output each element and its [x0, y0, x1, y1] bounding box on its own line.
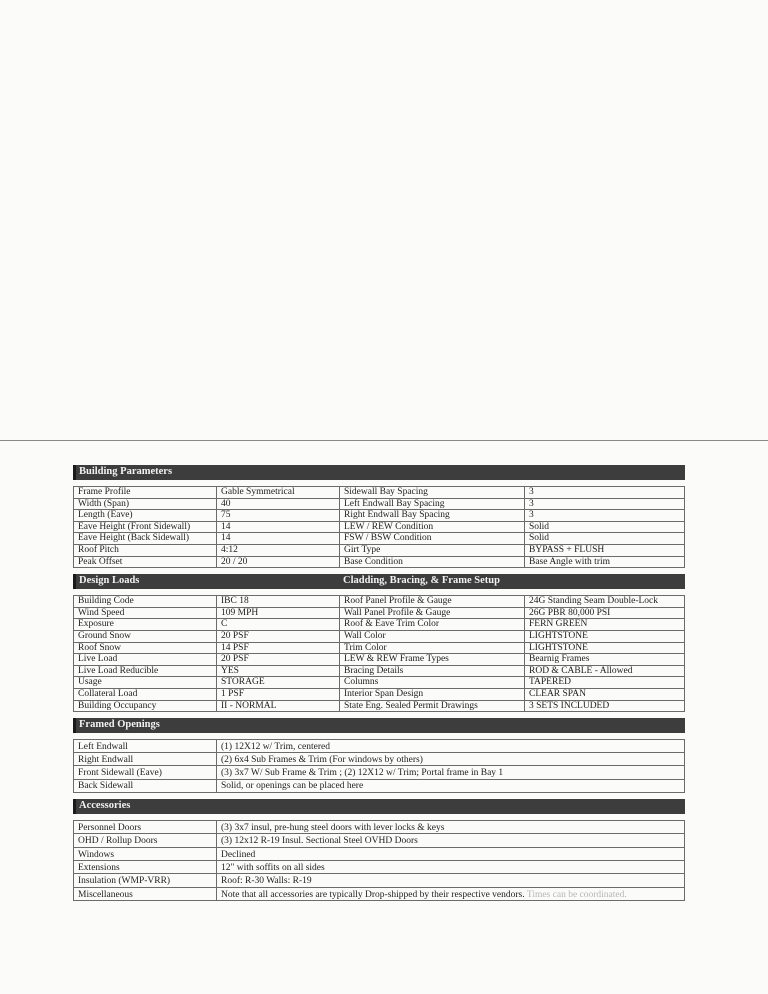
field-label: Interior Span Design	[340, 688, 525, 700]
table-row	[74, 665, 685, 677]
field-value: ROD & CABLE - Allowed	[525, 665, 685, 677]
field-label: Building Occupancy	[74, 700, 217, 712]
table-row	[74, 619, 685, 631]
field-label: Insulation (WMP-VRR)	[74, 874, 217, 887]
field-label: Ground Snow	[74, 630, 217, 642]
section-title-cladding: Cladding, Bracing, & Frame Setup	[343, 575, 500, 587]
field-value: 3	[525, 510, 685, 522]
field-label: Peak Offset	[74, 556, 217, 568]
accessories-table	[73, 820, 685, 901]
field-label: Roof Snow	[74, 642, 217, 654]
field-label: Right Endwall Bay Spacing	[340, 510, 525, 522]
building-spec-sheet	[73, 465, 685, 901]
field-value: 40	[217, 498, 340, 510]
table-row	[74, 847, 685, 860]
field-value: 20 PSF	[217, 654, 340, 666]
field-label: Bracing Details	[340, 665, 525, 677]
field-label: Wall Panel Profile & Gauge	[340, 607, 525, 619]
field-value: YES	[217, 665, 340, 677]
field-label: Live Load	[74, 654, 217, 666]
field-label: FSW / BSW Condition	[340, 533, 525, 545]
field-value: Solid	[525, 521, 685, 533]
field-label: Base Condition	[340, 556, 525, 568]
field-label: Columns	[340, 677, 525, 689]
field-label: Personnel Doors	[74, 820, 217, 833]
table-row	[74, 533, 685, 545]
field-value: Gable Symmetrical	[217, 487, 340, 499]
field-label: Right Endwall	[74, 753, 217, 766]
section-header-framed-openings	[73, 718, 685, 733]
field-label: Sidewall Bay Spacing	[340, 487, 525, 499]
table-row	[74, 498, 685, 510]
field-value: 3 SETS INCLUDED	[525, 700, 685, 712]
field-value: 14 PSF	[217, 642, 340, 654]
table-row	[74, 874, 685, 887]
faint-note: Times can be coordinated.	[524, 889, 627, 900]
field-value: Solid, or openings can be placed here	[217, 779, 685, 792]
field-value: 1 PSF	[217, 688, 340, 700]
field-value: LIGHTSTONE	[525, 642, 685, 654]
section-title: Building Parameters	[79, 466, 173, 478]
field-label: Windows	[74, 847, 217, 860]
field-label: Miscellaneous	[74, 887, 217, 900]
field-label: Roof & Eave Trim Color	[340, 619, 525, 631]
table-row	[74, 607, 685, 619]
table-row	[74, 861, 685, 874]
field-value: (3) 12x12 R-19 Insul. Sectional Steel OVHD Doors	[217, 834, 685, 847]
table-row	[74, 544, 685, 556]
field-value: BYPASS + FLUSH	[525, 544, 685, 556]
field-value: FERN GREEN	[525, 619, 685, 631]
field-value: 26G PBR 80,000 PSI	[525, 607, 685, 619]
table-row	[74, 779, 685, 792]
section-header-building-parameters	[73, 465, 685, 480]
field-value: CLEAR SPAN	[525, 688, 685, 700]
field-value: II - NORMAL	[217, 700, 340, 712]
field-value: 20 PSF	[217, 630, 340, 642]
design-loads-table	[73, 595, 685, 712]
field-value: 75	[217, 510, 340, 522]
field-label: LEW / REW Condition	[340, 521, 525, 533]
field-label: Extensions	[74, 861, 217, 874]
table-row	[74, 677, 685, 689]
field-value: TAPERED	[525, 677, 685, 689]
field-label: Left Endwall Bay Spacing	[340, 498, 525, 510]
field-value: STORAGE	[217, 677, 340, 689]
field-value: (3) 3x7 insul, pre-hung steel doors with lever locks & keys	[217, 820, 685, 833]
field-value: LIGHTSTONE	[525, 630, 685, 642]
section-header-accessories	[73, 799, 685, 814]
field-label: Front Sidewall (Eave)	[74, 766, 217, 779]
field-label: Back Sidewall	[74, 779, 217, 792]
field-value: (1) 12X12 w/ Trim, centered	[217, 740, 685, 753]
field-value: IBC 18	[217, 596, 340, 608]
table-row	[74, 487, 685, 499]
section-title: Design Loads	[79, 575, 140, 587]
field-label: Roof Pitch	[74, 544, 217, 556]
table-row	[74, 642, 685, 654]
field-value: 109 MPH	[217, 607, 340, 619]
field-value: Declined	[217, 847, 685, 860]
field-value: (2) 6x4 Sub Frames & Trim (For windows by others)	[217, 753, 685, 766]
table-row	[74, 820, 685, 833]
table-row	[74, 596, 685, 608]
table-row	[74, 740, 685, 753]
table-row	[74, 510, 685, 522]
section-header-design-loads	[73, 574, 685, 589]
field-label: Building Code	[74, 596, 217, 608]
field-label: Frame Profile	[74, 487, 217, 499]
section-title: Accessories	[79, 800, 131, 812]
field-value: 14	[217, 521, 340, 533]
section-title: Framed Openings	[79, 719, 160, 731]
field-value: 3	[525, 487, 685, 499]
field-label: Width (Span)	[74, 498, 217, 510]
table-row	[74, 753, 685, 766]
field-label: LEW & REW Frame Types	[340, 654, 525, 666]
table-row	[74, 630, 685, 642]
table-row	[74, 688, 685, 700]
field-label: Trim Color	[340, 642, 525, 654]
table-row	[74, 887, 685, 900]
table-row	[74, 766, 685, 779]
field-label: Exposure	[74, 619, 217, 631]
field-value: C	[217, 619, 340, 631]
table-row	[74, 700, 685, 712]
framed-openings-table	[73, 739, 685, 793]
table-row	[74, 834, 685, 847]
field-value: 24G Standing Seam Double-Lock	[525, 596, 685, 608]
field-label: Wind Speed	[74, 607, 217, 619]
field-value: 20 / 20	[217, 556, 340, 568]
field-label: Length (Eave)	[74, 510, 217, 522]
field-label: Live Load Reducible	[74, 665, 217, 677]
field-value: Roof: R-30 Walls: R-19	[217, 874, 685, 887]
fold-line	[0, 440, 768, 441]
field-label: State Eng. Sealed Permit Drawings	[340, 700, 525, 712]
building-parameters-table	[73, 486, 685, 568]
table-row	[74, 521, 685, 533]
field-label: Eave Height (Back Sidewall)	[74, 533, 217, 545]
field-label: Roof Panel Profile & Gauge	[340, 596, 525, 608]
field-label: Collateral Load	[74, 688, 217, 700]
table-row	[74, 556, 685, 568]
field-label: Usage	[74, 677, 217, 689]
field-value: Base Angle with trim	[525, 556, 685, 568]
field-label: Left Endwall	[74, 740, 217, 753]
field-value: 3	[525, 498, 685, 510]
field-value: (3) 3x7 W/ Sub Frame & Trim ; (2) 12X12 w/ Trim; Portal frame in Bay 1	[217, 766, 685, 779]
field-label: OHD / Rollup Doors	[74, 834, 217, 847]
field-label: Wall Color	[340, 630, 525, 642]
field-value: Solid	[525, 533, 685, 545]
field-value: Bearnig Frames	[525, 654, 685, 666]
field-label: Girt Type	[340, 544, 525, 556]
table-row	[74, 654, 685, 666]
field-value: 14	[217, 533, 340, 545]
field-value: Note that all accessories are typically Drop-shipped by their respective vendors. Times can be coordinated.	[217, 887, 685, 900]
field-value: 4:12	[217, 544, 340, 556]
field-value: 12" with soffits on all sides	[217, 861, 685, 874]
field-label: Eave Height (Front Sidewall)	[74, 521, 217, 533]
